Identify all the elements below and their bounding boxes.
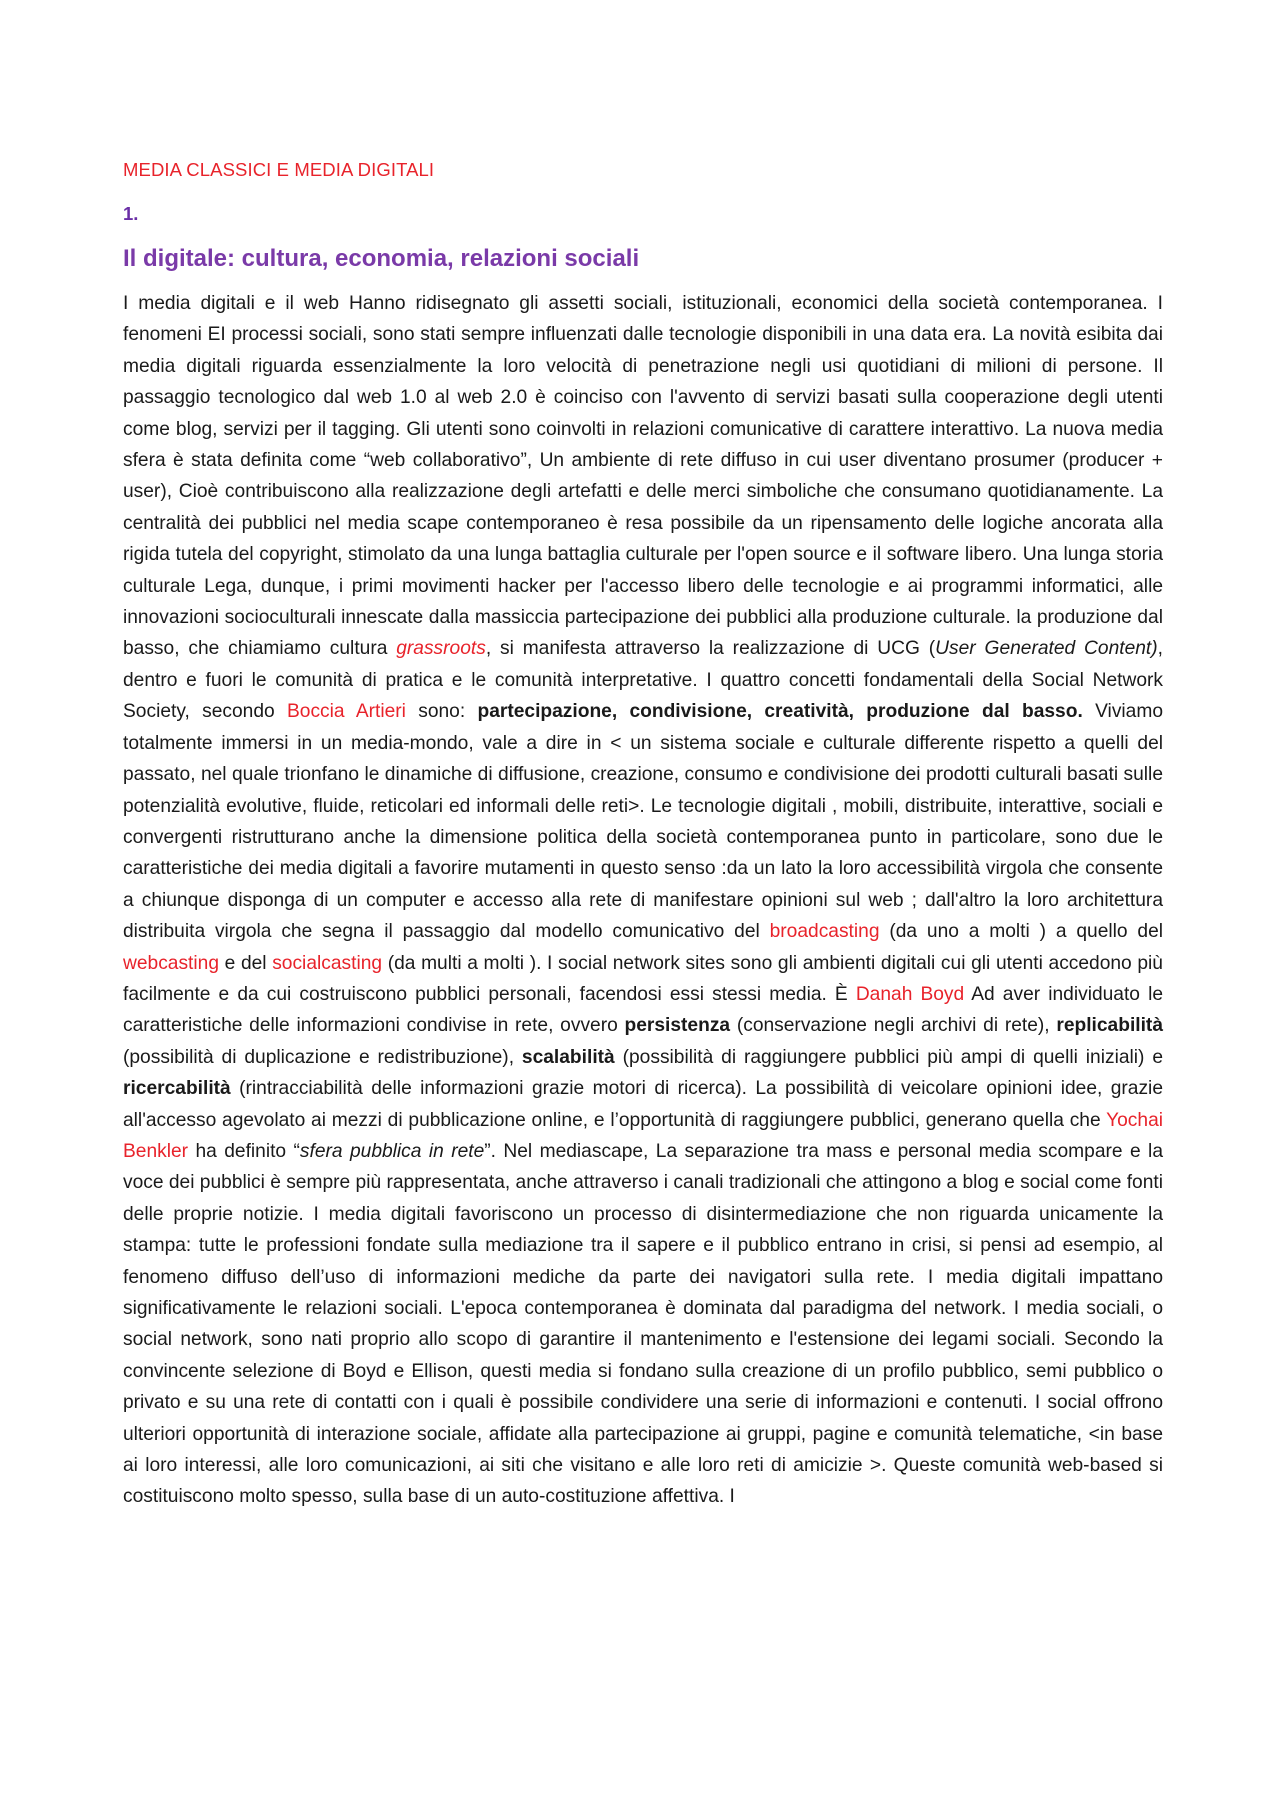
chapter-title: Il digitale: cultura, economia, relazioni sociali (123, 245, 640, 272)
term-broadcasting: broadcasting (769, 921, 880, 943)
text-run: (rintracciabilità delle informazioni grazie motori di ricerca). La possibilità di veicolare opinioni idee, grazie all'accesso agevolato ai mezzi di pubblicazione online, e l’opportunità di raggiungere pubblici, generano quella che (123, 1078, 1163, 1131)
term-ricercabilita: ricercabilità (123, 1078, 231, 1100)
section-label: MEDIA CLASSICI E MEDIA DIGITALI (123, 159, 435, 180)
author-danah-boyd: Danah Boyd (855, 983, 965, 1005)
text-run: I media digitali e il web Hanno ridisegnato gli assetti sociali, istituzionali, economici della società contemporanea. I fenomeni EI processi sociali, sono stati sempre influenzati dalle tecnologie disponibili in una data era. La novità esibita dai media digitali riguarda essenzialmente la loro velocità di penetrazione negli usi quotidiani di milioni di persone. Il passaggio tecnologico dal web 1.0 al web 2.0 è coinciso con l'avvento di servizi basati sulla cooperazione degli utenti come blog, servizi per il tagging. Gli utenti sono coinvolti in relazioni comunicative di carattere interattivo. La nuova media sfera è stata definita come “web collaborativo”, Un ambiente di rete diffuso in cui user diventano prosumer (producer + user), Cioè contribuiscono alla realizzazione degli artefatti e delle merci simboliche che consumano quotidianamente. La centralità dei pubblici nel media scape contemporaneo è resa possibile da un ripensamento delle logiche ancorata alla rigida tutela del copyright, stimolato da una lunga battaglia culturale per l'open source e il software libero. Una lunga storia culturale Lega, dunque, i primi movimenti hacker per l'accesso libero delle tecnologie e ai programmi informatici, alle innovazioni socioculturali innescate dalla massiccia partecipazione dei pubblici alla produzione culturale. la produzione dal basso, che chiamiamo cultura (123, 293, 1163, 660)
term-socialcasting: socialcasting (272, 952, 383, 974)
term-grassroots: grassroots (396, 638, 486, 660)
text-run: (da uno a molti ) a quello del (879, 921, 1163, 943)
text-run: , dentro e fuori le comunità di pratica e le comunità interpretative. I quattro concetti fondamentali della Social Network Society, secondo (123, 638, 1163, 723)
term-ucg: User Generated Content) (935, 638, 1158, 660)
text-run: Ad aver individuato le caratteristiche delle informazioni condivise in rete, ovvero (123, 983, 1163, 1037)
chapter-number: 1. (123, 203, 139, 224)
text-run: , si manifesta attraverso la realizzazione di UCG ( (485, 638, 936, 660)
text-run: sono: (405, 701, 478, 723)
text-run: e del (219, 952, 273, 974)
text-run: Viviamo totalmente immersi in un media-mondo, vale a dire in < un sistema sociale e culturale differente rispetto a quelli del passato, nel quale trionfano le dinamiche di diffusione, creazione, consumo e condivisione dei prodotti culturali basati sulle potenzialità evolutive, fluide, reticolari ed informali delle reti>. Le tecnologie digitali , mobili, distribuite, interattive, sociali e convergenti ristrutturano anche la dimensione politica della società contemporanea punto in particolare, sono due le caratteristiche dei media digitali a favorire mutamenti in questo senso :da un lato la loro accessibilità virgola che consente a chiunque disponga di un computer e accesso alla rete di manifestare opinioni sul web ; dall'altro la loro architettura distribuita virgola che segna il passaggio dal modello comunicativo del (123, 701, 1163, 943)
text-run: (conservazione negli archivi di rete), (730, 1015, 1057, 1037)
body-paragraph (123, 288, 1163, 1513)
author-boccia-artieri: Boccia Artieri (286, 701, 406, 723)
text-run: (possibilità di raggiungere pubblici più ampi di quelli iniziali) e (614, 1046, 1163, 1068)
author-yochai-benkler: Yochai Benkler (123, 1109, 1163, 1162)
term-replicabilita: replicabilità (1056, 1015, 1163, 1037)
text-run: (possibilità di duplicazione e redistribuzione), (123, 1046, 522, 1068)
term-scalabilita: scalabilità (521, 1046, 615, 1068)
term-sfera-pubblica: sfera pubblica in rete (299, 1140, 485, 1162)
term-webcasting: webcasting (123, 952, 219, 974)
text-run: (da multi a molti ). I social network sites sono gli ambienti digitali cui gli utenti accedono più facilmente e da cui costruiscono pubblici personali, facendosi essi stessi media. È (123, 952, 1163, 1005)
text-run: ha definito “ (188, 1140, 300, 1162)
document-page (123, 150, 1163, 1513)
term-persistenza: persistenza (624, 1015, 731, 1037)
key-concepts: partecipazione, condivisione, creatività, produzione dal basso. (477, 701, 1083, 723)
text-run: ”. Nel mediascape, La separazione tra mass e personal media scompare e la voce dei pubblici è sempre più rappresentata, anche attraverso i canali tradizionali che attingono a blog e social come fonti delle proprie notizie. I media digitali favoriscono un processo di disintermediazione che non riguarda unicamente la stampa: tutte le professioni fondate sulla mediazione tra il sapere e il pubblico entrano in crisi, si pensi ad esempio, al fenomeno diffuso dell’uso di informazioni mediche da parte dei navigatori sulla rete. I media digitali impattano significativamente le relazioni sociali. L'epoca contemporanea è dominata dal paradigma del network. I media sociali, o social network, sono nati proprio allo scopo di garantire il mantenimento e l'estensione dei legami sociali. Secondo la convincente selezione di Boyd e Ellison, questi media si fondano sulla creazione di un profilo pubblico, semi pubblico o privato e su una rete di contatti con i quali è possibile condividere una serie di informazioni e contenuti. I social offrono ulteriori opportunità di interazione sociale, affidate alla partecipazione ai gruppi, pagine e comunità telematiche, <in base ai loro interessi, alle loro comunicazioni, ai siti che visitano e alle loro reti di amicizie >. Queste comunità web-based si costituiscono molto spesso, sulla base di un auto-costituzione affettiva. I (123, 1140, 1163, 1508)
